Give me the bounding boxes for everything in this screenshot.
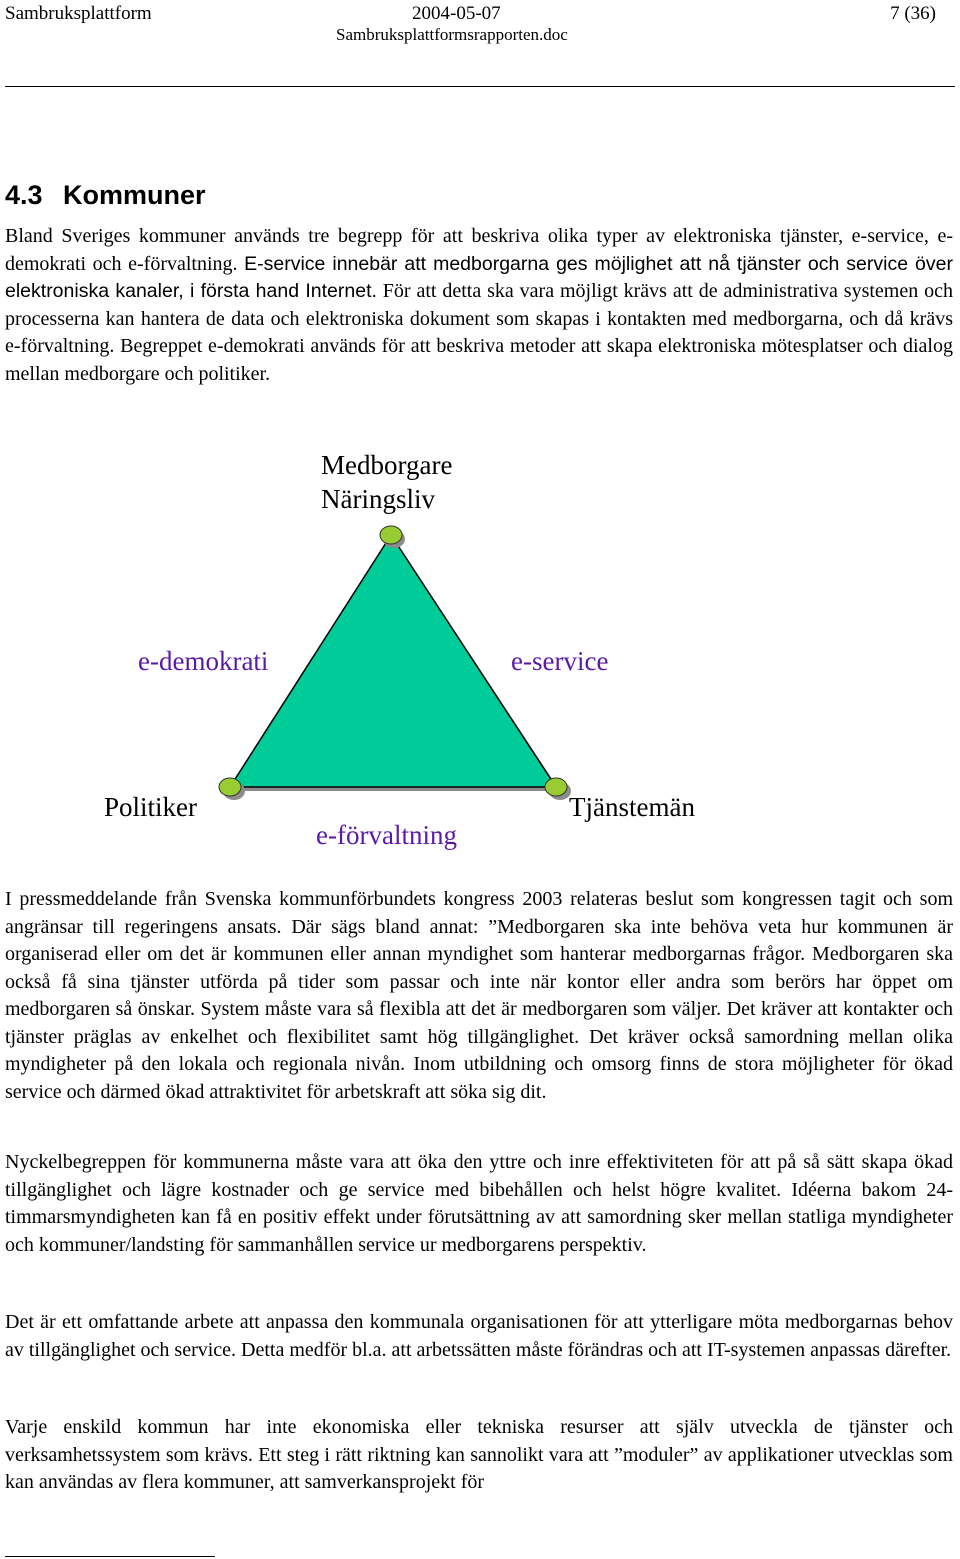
egov-triangle-diagram — [0, 440, 960, 870]
vertex-left — [219, 778, 241, 796]
header-doc-title: Sambruksplattform — [5, 3, 152, 24]
header-rule — [5, 86, 955, 87]
vertex-right — [545, 778, 567, 796]
header-filename: Sambruksplattformsrapporten.doc — [336, 25, 568, 44]
header-page-number: 7 (36) — [890, 3, 936, 24]
header-date: 2004-05-07 — [412, 3, 501, 24]
paragraph-omfattande-arbete: Det är ett omfattande arbete att anpassa den kommunala organisationen för att ytterligare möta medborgarnas behov av tillgänglighet och service. Detta medför bl.a. att arbetssätten måste förändras och att IT-systemen anpassas därefter. — [5, 1311, 953, 1361]
paragraph-nyckelbegreppen: Nyckelbegreppen för kommunerna måste vara att öka den yttre och inre effektiviteten för att på så sätt skapa ökad tillgänglighet och lägre kostnader och ge service med bibehållen och helst högre kvalitet. Idéerna bakom 24-timmarsmyndigheten kan få en positiv effekt under förutsättning av att samordning sker mellan statliga myndigheter och kommuner/landsting för sammanhållen service ur medborgarens perspektiv. — [5, 1151, 953, 1256]
top-label-naringsliv: Näringsliv — [321, 484, 435, 514]
side-label-e-service: e-service — [511, 646, 609, 676]
vertex-top — [380, 526, 402, 544]
paragraph-varje-kommun: Varje enskild kommun har inte ekonomiska eller tekniska resurser att själv utveckla de tjänster och verksamhetssystem som krävs. Ett steg i rätt riktning kan sannolikt vara att ”moduler” av applikationer utvecklas som kan användas av flera kommuner, att samverkansprojekt för — [5, 1416, 953, 1493]
footnote-rule — [5, 1556, 215, 1557]
paragraph-pressmeddelande: I pressmeddelande från Svenska kommunförbundets kongress 2003 relateras beslut som kongressen tagit och som angränsar till regeringens ansats. Där sägs bland annat: ”Medborgaren ska inte behöva veta hur kommunen är organiserad eller om det är kommunen eller annan myndighet som hanterar medborgarnas frågor. Medborgaren ska också få sina tjänster utförda på tider som passar och inte när kontor eller andra som berörs har öppet om medborgaren så önskar. System måste vara så flexibla att det är medborgaren som väljer. Det kräver att kontakter och tjänster präglas av enkelhet och flexibilitet samt hög tillgänglighet. Det kräver också samordning mellan olika myndigheter på den lokala och regionala nivån. Inom utbildning och omsorg finns de stora möjligheter för ökad service och därmed ökad attraktivitet för arbetskraft att söka sig dit. — [5, 888, 953, 1103]
top-label-medborgare: Medborgare — [321, 450, 453, 480]
side-label-e-demokrati: e-demokrati — [138, 646, 269, 676]
side-label-e-forvaltning: e-förvaltning — [316, 820, 457, 850]
intro-text-1: Bland Sveriges kommuner används tre begrepp för att beskriva olika typer av elektroniska tjänster, e-service, e-demokrati och e-förvaltning. — [5, 225, 953, 275]
vertex-label-tjansteman: Tjänstemän — [569, 792, 695, 822]
section-title: Kommuner — [63, 180, 206, 210]
vertex-label-politiker: Politiker — [104, 792, 197, 822]
intro-text-2: E-service innebär att medborgarna ges möjlighet att nå tjänster och service över elektroniska kanaler, i första hand Internet. — [5, 252, 953, 302]
section-number: 4.3 — [5, 180, 43, 210]
intro-paragraph — [5, 223, 953, 388]
intro-text-3: För att detta ska vara möjligt krävs att de administrativa systemen och processerna kan hantera de data och elektroniska dokument som skapas i kontakten med medborgarna, och då krävs e-förvaltning. Begreppet e-demokrati används för att beskriva metoder att skapa elektroniska mötesplatser och dialog mellan medborgare och politiker. — [5, 280, 953, 385]
triangle-shape — [230, 535, 556, 787]
section-heading — [5, 180, 206, 211]
